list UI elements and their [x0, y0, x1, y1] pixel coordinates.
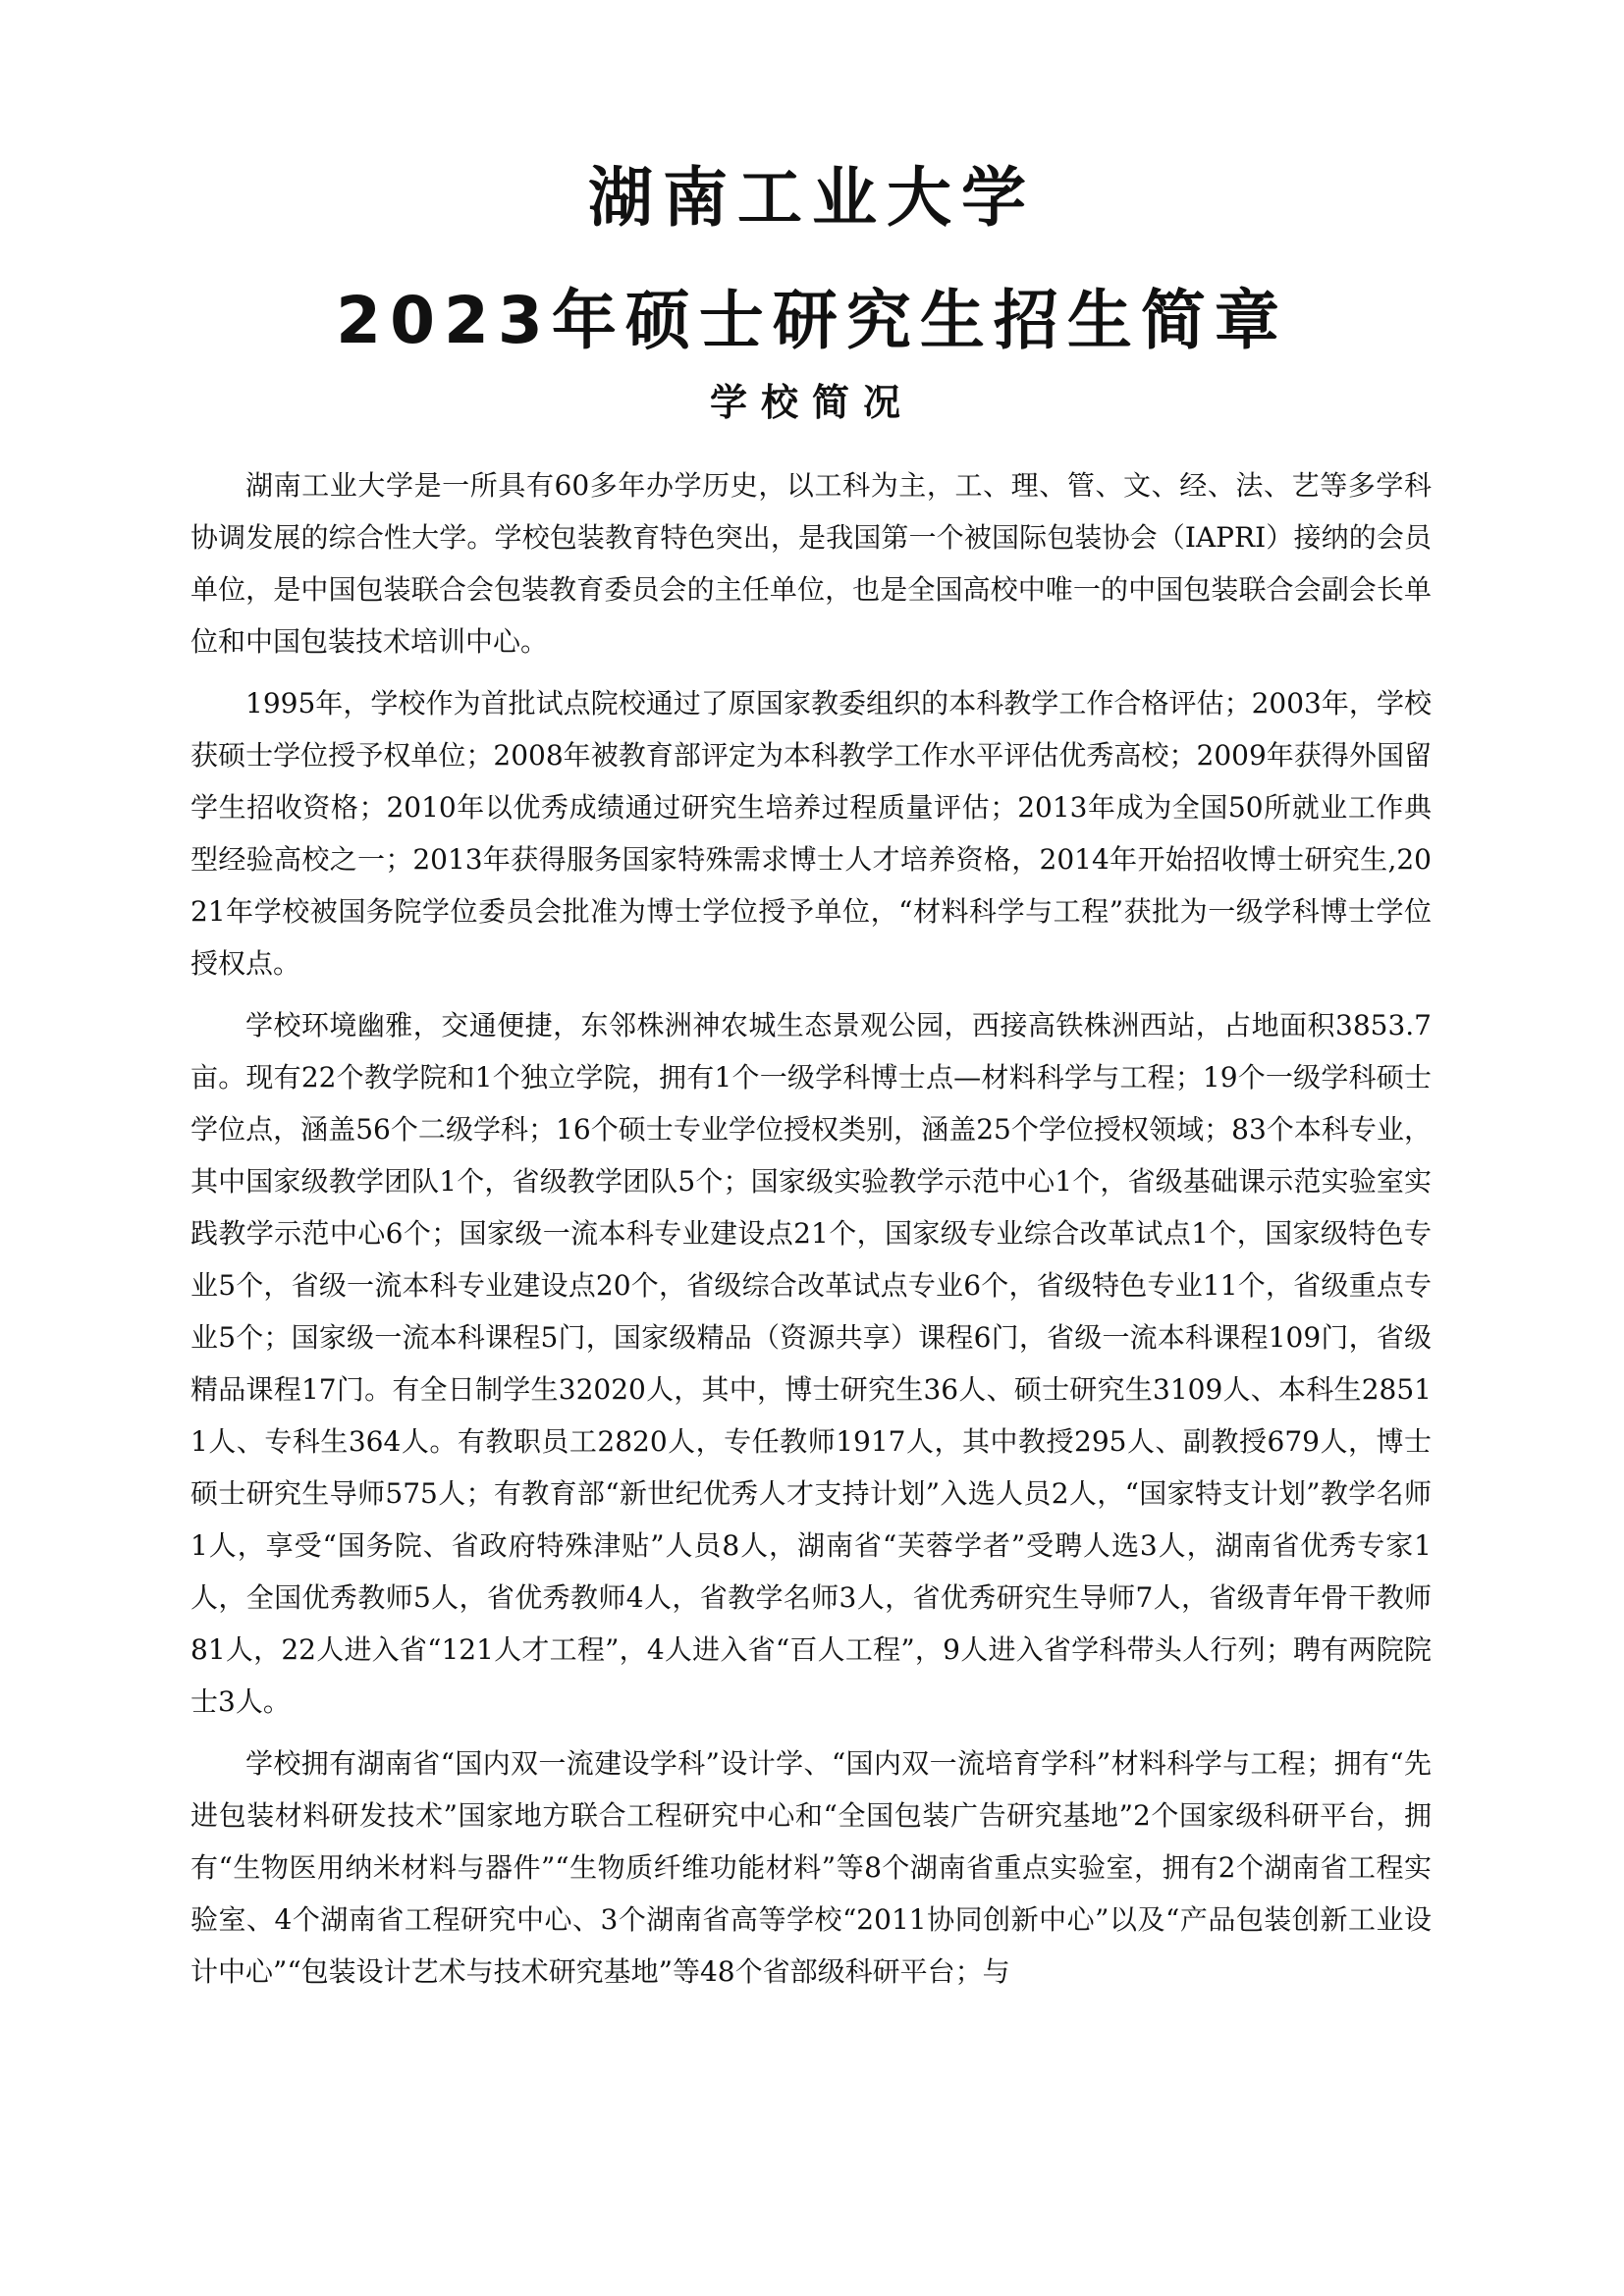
paragraph-research-platforms: 学校拥有湖南省“国内双一流建设学科”设计学、“国内双一流培育学科”材料科学与工程；拥有“先进包装材料研发技术”国家地方联合工程研究中心和“全国包装广告研究基地”2个国家级科研平台，拥有“生物医用纳米材料与器件”“生物质纤维功能材料”等8个湖南省重点实验室，拥有2个湖南省工程实验室、4个湖南省工程研究中心、3个湖南省高等学校“2011协同创新中心”以及“产品包装创新工业设计中心”“包装设计艺术与技术研究基地”等48个省部级科研平台；与: [190, 1747, 1432, 1988]
document-title-brochure: 2023年硕士研究生招生简章: [336, 283, 1288, 358]
paragraph-intro: 湖南工业大学是一所具有60多年办学历史，以工科为主，工、理、管、文、经、法、艺等多学科协调发展的综合性大学。学校包装教育特色突出，是我国第一个被国际包装协会（IAPRI）接纳的会员单位，是中国包装联合会包装教育委员会的主任单位，也是全国高校中唯一的中国包装联合会副会长单位和中国包装技术培训中心。: [190, 469, 1432, 658]
paragraph-history: 1995年，学校作为首批试点院校通过了原国家教委组织的本科教学工作合格评估；2003年，学校获硕士学位授予权单位；2008年被教育部评定为本科教学工作水平评估优秀高校；2009年获得外国留学生招收资格；2010年以优秀成绩通过研究生培养过程质量评估；2013年成为全国50所就业工作典型经验高校之一；2013年获得服务国家特殊需求博士人才培养资格，2014年开始招收博士研究生,2021年学校被国务院学位委员会批准为博士学位授予单位，“材料科学与工程”获批为一级学科博士学位授权点。: [190, 687, 1432, 980]
document-title-university: 湖南工业大学: [588, 160, 1036, 236]
section-heading: 学校简况: [709, 381, 914, 424]
document-body: [190, 459, 1432, 2007]
paragraph-campus-statistics: 学校环境幽雅，交通便捷，东邻株洲神农城生态景观公园，西接高铁株洲西站，占地面积3853.7亩。现有22个教学院和1个独立学院，拥有1个一级学科博士点—材料科学与工程；19个一级学科硕士学位点，涵盖56个二级学科；16个硕士专业学位授权类别，涵盖25个学位授权领域；83个本科专业，其中国家级教学团队1个，省级教学团队5个；国家级实验教学示范中心1个，省级基础课示范实验室实践教学示范中心6个；国家级一流本科专业建设点21个，国家级专业综合改革试点1个，国家级特色专业5个，省级一流本科专业建设点20个，省级综合改革试点专业6个，省级特色专业11个，省级重点专业5个；国家级一流本科课程5门，国家级精品（资源共享）课程6门，省级一流本科课程109门，省级精品课程17门。有全日制学生32020人，其中，博士研究生36人、硕士研究生3109人、本科生28511人、专科生364人。有教职员工2820人，专任教师1917人，其中教授295人、副教授679人，博士硕士研究生导师575人；有教育部“新世纪优秀人才支持计划”入选人员2人，“国家特支计划”教学名师1人，享受“国务院、省政府特殊津贴”人员8人，湖南省“芙蓉学者”受聘人选3人，湖南省优秀专家1人，全国优秀教师5人，省优秀教师4人，省教学名师3人，省优秀研究生导师7人，省级青年骨干教师81人，22人进入省“121人才工程”，4人进入省“百人工程”，9人进入省学科带头人行列；聘有两院院士3人。: [190, 1009, 1432, 1718]
